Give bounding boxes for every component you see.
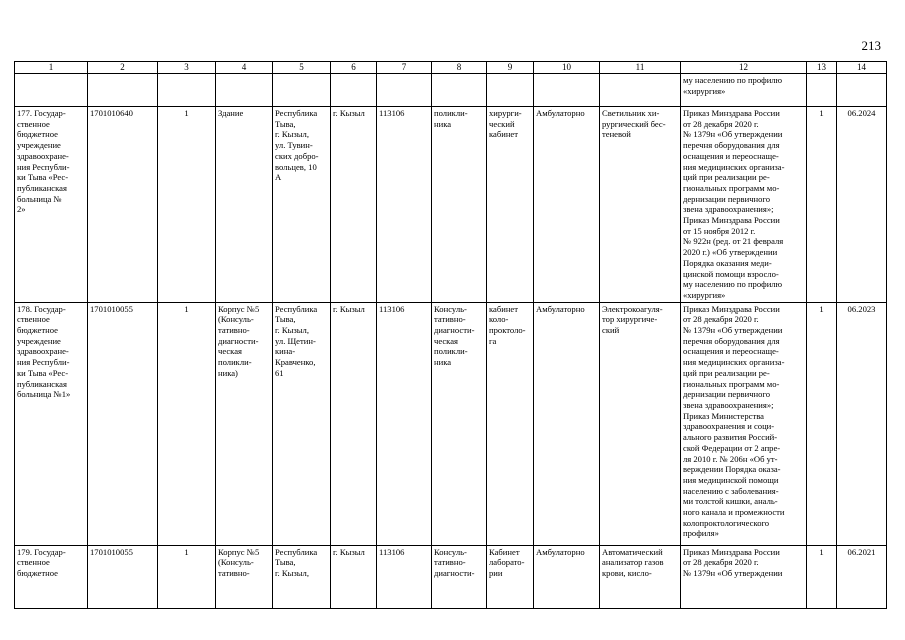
room-cell: Кабинет лаборато- рии	[487, 545, 534, 608]
table-cell: 1	[158, 545, 216, 608]
page-number: 213	[861, 38, 881, 53]
unit-cell: Консуль- тативно- диагности-	[432, 545, 487, 608]
header-cell: 7	[377, 62, 432, 74]
organization-cell: 178. Государ- ственное бюджетное учреждение здравоохране- ния Республи- ки Тыва «Рес- публиканская больница №1»	[15, 302, 88, 545]
header-cell: 6	[331, 62, 377, 74]
header-cell: 4	[216, 62, 273, 74]
equipment-cell: Светильник хи- рургический бес- теневой	[600, 107, 681, 303]
table-cell: 1	[158, 302, 216, 545]
header-cell: 12	[681, 62, 807, 74]
care-type-cell: Амбулаторно	[534, 545, 600, 608]
equipment-cell: Электрокоагуля- тор хирургиче- ский	[600, 302, 681, 545]
unit-cell: поликли- ника	[432, 107, 487, 303]
table-cell: 113106	[377, 107, 432, 303]
table-cell: 113106	[377, 545, 432, 608]
code-cell: 1701010055	[88, 545, 158, 608]
date-cell: 06.2024	[837, 107, 887, 303]
table-row	[15, 302, 887, 545]
room-cell: хирурги- ческий кабинет	[487, 107, 534, 303]
unit-cell: Консуль- тативно- диагности- ческая поликли- ника	[432, 302, 487, 545]
header-cell: 13	[807, 62, 837, 74]
building-cell: Здание	[216, 107, 273, 303]
address-cell: Республика Тыва, г. Кызыл,	[273, 545, 331, 608]
header-cell: 14	[837, 62, 887, 74]
equipment-cell: Автоматический анализатор газов крови, кисло-	[600, 545, 681, 608]
quantity-cell: 1	[807, 302, 837, 545]
building-cell: Корпус №5 (Консуль- тативно-	[216, 545, 273, 608]
regulation-cell: Приказ Минздрава России от 28 декабря 2020 г. № 1379н «Об утверждении перечня оборудования для оснащения и переоснаще- ния медицинских организа- ций при реализации ре- гиональных программ мо- дернизации первичного звена здравоохранения»; Приказ Минздрава России от 15 ноября 2012 г. № 922н (ред. от 21 февраля 2020 г.) «Об утверждении Порядка оказания меди- цинской помощи взросло- му населению по профилю «хирургия»	[681, 107, 807, 303]
regulation-cell: Приказ Минздрава России от 28 декабря 2020 г. № 1379н «Об утверждении перечня оборудования для оснащения и переоснаще- ния медицинских организа- ций при реализации ре- гиональных программ мо- дернизации первичного звена здравоохранения»; Приказ Министерства здравоохранения и соци- ального развития Россий- ской Федерации от 2 апре- ля 2010 г. № 206н «Об ут- верждении Порядка оказа- ния медицинской помощи населению с заболевания- ми толстой кишки, аналь- ного канала и промежности колопроктологического профиля»	[681, 302, 807, 545]
table-row	[15, 107, 887, 303]
date-cell: 06.2021	[837, 545, 887, 608]
building-cell: Корпус №5 (Консуль- тативно- диагности- ческая поликли- ника)	[216, 302, 273, 545]
code-cell: 1701010640	[88, 107, 158, 303]
header-cell: 5	[273, 62, 331, 74]
care-type-cell: Амбулаторно	[534, 302, 600, 545]
organization-cell: 179. Государ- ственное бюджетное	[15, 545, 88, 608]
header-cell: 2	[88, 62, 158, 74]
equipment-table	[14, 61, 887, 609]
header-cell: 11	[600, 62, 681, 74]
header-cell: 1	[15, 62, 88, 74]
city-cell: г. Кызыл	[331, 107, 377, 303]
care-type-cell: Амбулаторно	[534, 107, 600, 303]
room-cell: кабинет коло- проктоло- га	[487, 302, 534, 545]
city-cell: г. Кызыл	[331, 302, 377, 545]
header-cell: 9	[487, 62, 534, 74]
date-cell: 06.2023	[837, 302, 887, 545]
table-cell: 113106	[377, 302, 432, 545]
quantity-cell: 1	[807, 545, 837, 608]
organization-cell: 177. Государ- ственное бюджетное учреждение здравоохране- ния Республи- ки Тыва «Рес- публиканская больница № 2»	[15, 107, 88, 303]
continuation-row	[15, 74, 887, 107]
address-cell: Республика Тыва, г. Кызыл, ул. Тувин- ских добро- вольцев, 10 А	[273, 107, 331, 303]
header-cell: 10	[534, 62, 600, 74]
city-cell: г. Кызыл	[331, 545, 377, 608]
table-row	[15, 545, 887, 608]
regulation-cell: Приказ Минздрава России от 28 декабря 2020 г. № 1379н «Об утверждении	[681, 545, 807, 608]
header-cell: 8	[432, 62, 487, 74]
code-cell: 1701010055	[88, 302, 158, 545]
header-cell: 3	[158, 62, 216, 74]
address-cell: Республика Тыва, г. Кызыл, ул. Щетин- кина- Кравченко, 61	[273, 302, 331, 545]
quantity-cell: 1	[807, 107, 837, 303]
header-row	[15, 62, 887, 74]
table-cell: 1	[158, 107, 216, 303]
table-cell: му населению по профилю «хирургия»	[681, 74, 807, 107]
